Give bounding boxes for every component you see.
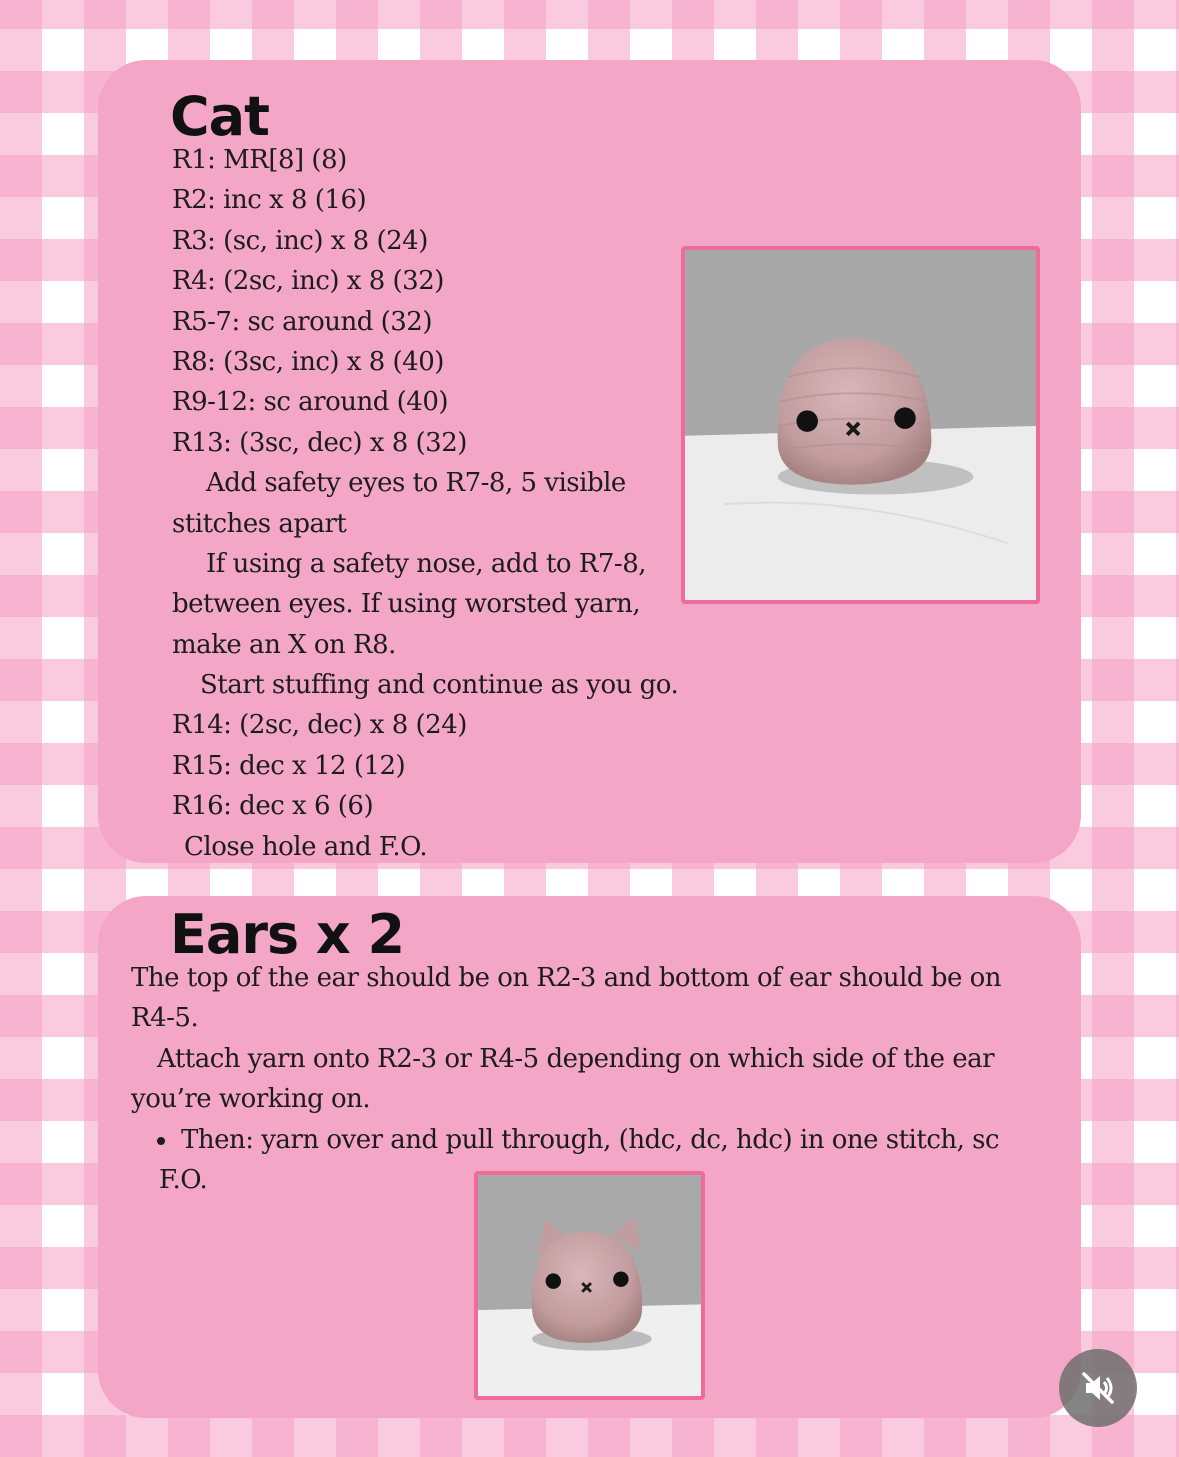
instruction-line: R3: (sc, inc) x 8 (24) [172, 225, 428, 256]
instruction-note: If using a safety nose, add to R7-8, [206, 548, 647, 579]
instruction-note: Add safety eyes to R7-8, 5 visible [206, 468, 626, 499]
instruction-line: R2: inc x 8 (16) [172, 185, 367, 216]
cat-body-photo [681, 246, 1040, 604]
instruction-line: R9-12: sc around (40) [172, 387, 449, 418]
instruction-line: Close hole and F.O. [184, 831, 428, 862]
bullet-item-continuation: F.O. [159, 1164, 208, 1195]
mute-toggle-button[interactable] [1059, 1349, 1137, 1427]
instruction-line: R15: dec x 12 (12) [172, 750, 406, 781]
instruction-line: R4: (2sc, inc) x 8 (32) [172, 266, 444, 297]
instruction-line: R8: (3sc, inc) x 8 (40) [172, 346, 444, 377]
instruction-line: R16: dec x 6 (6) [172, 791, 374, 822]
cat-title: Cat [170, 85, 269, 148]
instruction-line: R1: MR[8] (8) [172, 145, 347, 175]
instruction-line: R5-7: sc around (32) [172, 306, 432, 337]
plush-cat-body-image [685, 250, 1036, 600]
instruction-line: R4-5. [131, 1003, 199, 1034]
instruction-line: The top of the ear should be on R2-3 and bottom of ear should be on [131, 963, 1002, 993]
ears-instructions [131, 958, 1061, 1200]
instruction-line: R13: (3sc, dec) x 8 (32) [172, 427, 467, 458]
speaker-muted-icon [1078, 1368, 1118, 1408]
cat-with-ears-photo [474, 1171, 705, 1400]
ears-pattern-card [98, 896, 1081, 1418]
instruction-line: R14: (2sc, dec) x 8 (24) [172, 710, 467, 741]
cat-pattern-card [98, 60, 1081, 863]
ears-title: Ears x 2 [170, 903, 405, 966]
instruction-line: Attach yarn onto R2-3 or R4-5 depending on which side of the ear [157, 1043, 995, 1074]
bullet-item: Then: yarn over and pull through, (hdc, dc, hdc) in one stitch, sc [131, 1120, 1061, 1160]
plush-cat-with-ears-image [478, 1175, 701, 1396]
instruction-note: make an X on R8. [172, 629, 396, 660]
instruction-line: you’re working on. [131, 1084, 371, 1115]
instruction-note: between eyes. If using worsted yarn, [172, 589, 641, 620]
instruction-note: stitches apart [172, 508, 347, 539]
instruction-note: Start stuffing and continue as you go. [200, 670, 679, 701]
